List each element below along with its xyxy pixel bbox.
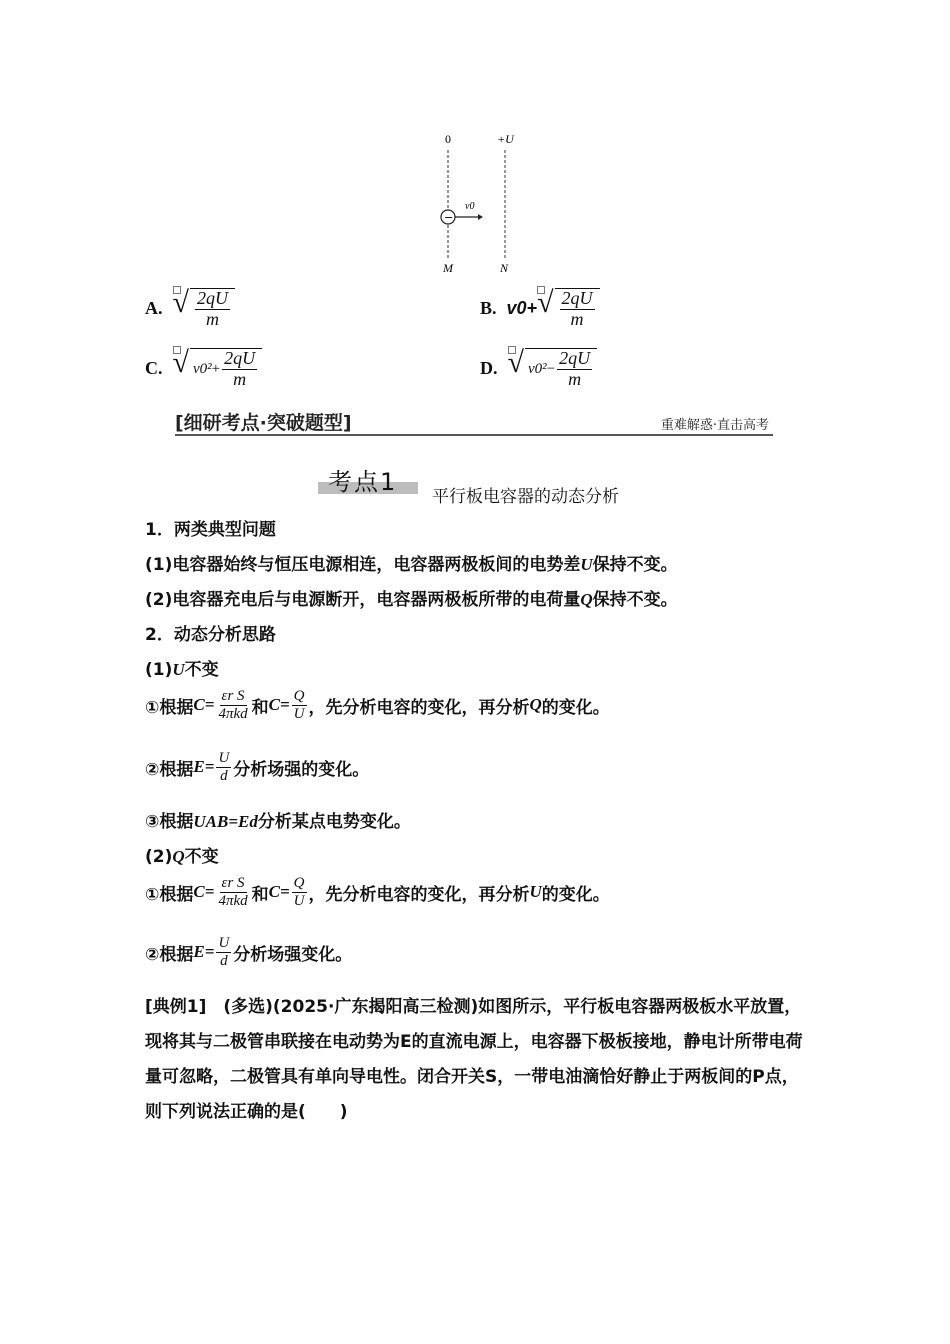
plate-m-label: M <box>443 261 453 275</box>
sqrt-expression: √ $\frac{2qU}{m}$ <box>173 288 235 330</box>
plate-n-label: N <box>500 261 509 275</box>
topic-badge-text: 考点1 <box>328 468 398 496</box>
step-2-1: ①根据 C= $\frac{\text{εr S}}{\text{4πkd}}$ 和 C= $\frac{Q}{U}$ ，先分析电容的变化，再分析 U 的变化。 <box>145 875 610 909</box>
paragraph-2: (2)电容器充电后与电源断开，电容器两极板所带的电荷量Q保持不变。 <box>145 590 678 610</box>
banner-title: [细研考点·突破题型] <box>175 412 352 434</box>
topic-badge <box>318 462 418 494</box>
banner-subtitle: 重难解惑·直击高考 <box>660 418 769 433</box>
option-prefix: v0+ <box>506 298 538 319</box>
option-c[interactable] <box>145 348 262 390</box>
sqrt-expression: √ $\frac{2qU}{m}$ <box>537 288 599 330</box>
option-a[interactable] <box>145 288 235 330</box>
particle-sign: − <box>444 211 454 224</box>
step-1-1: ①根据 C= $\frac{\text{εr S}}{\text{4πkd}}$ 和 C= $\frac{Q}{U}$ ，先分析电容的变化，再分析 Q 的变化。 <box>145 688 610 722</box>
section-banner <box>175 408 773 438</box>
paragraph-1: (1)电容器始终与恒压电源相连，电容器两极板间的电势差U保持不变。 <box>145 555 678 575</box>
subheading-2: (2)Q不变 <box>145 847 219 867</box>
banner-divider <box>175 434 773 436</box>
option-letter: B. <box>480 298 497 319</box>
step-1-3: ③根据UAB=Ed分析某点电势变化。 <box>145 812 411 832</box>
velocity-label: v0 <box>465 201 475 212</box>
sqrt-expression: √ v0² + $\frac{2qU}{m}$ <box>173 348 263 390</box>
step-2-2: ②根据 E= $\frac{U}{d}$ 分析场强变化。 <box>145 935 353 969</box>
option-d[interactable] <box>480 348 597 390</box>
option-letter: A. <box>145 298 163 319</box>
step-1-2: ②根据 E= $\frac{U}{d}$ 分析场强的变化。 <box>145 750 370 784</box>
option-letter: D. <box>480 358 498 379</box>
heading-1: 1．两类典型问题 <box>145 520 276 540</box>
option-b[interactable] <box>480 288 600 330</box>
sqrt-expression: √ v0² − $\frac{2qU}{m}$ <box>508 348 598 390</box>
option-letter: C. <box>145 358 163 379</box>
subheading-1: (1)U不变 <box>145 660 219 680</box>
heading-2: 2．动态分析思路 <box>145 625 276 645</box>
example-problem: [典例1] (多选)(2025·广东揭阳高三检测)如图所示，平行板电容器两极板水平放置，现将其与二极管串联接在电动势为E的直流电源上，电容器下极板接地，静电计所带电荷量可忽略，二极管具有单向导电性。闭合开关S，一带电油滴恰好静止于两板间的P点，则下列说法正确的是( ) <box>145 997 803 1122</box>
capacitor-figure <box>420 125 540 280</box>
left-plate-potential: 0 <box>445 132 451 146</box>
right-plate-potential: +U <box>497 132 514 146</box>
topic-title: 平行板电容器的动态分析 <box>432 487 619 507</box>
